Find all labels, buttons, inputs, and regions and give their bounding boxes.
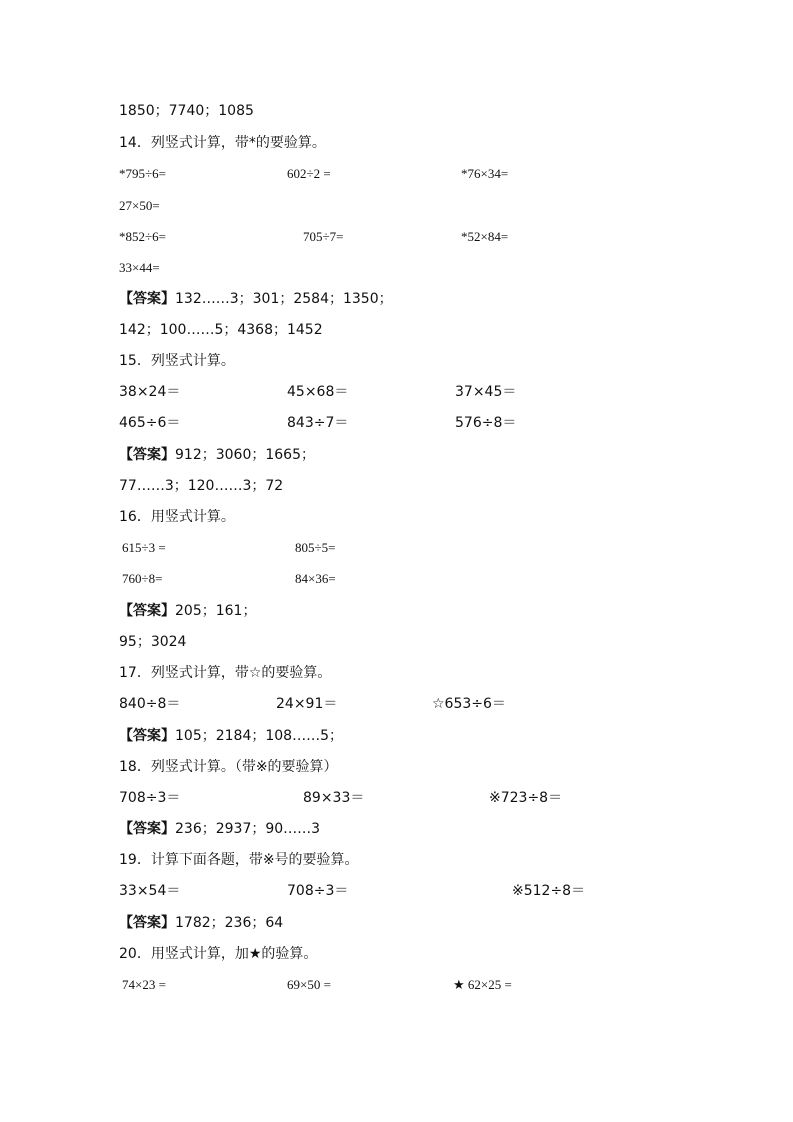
problem: 840÷8＝ — [119, 696, 181, 712]
previous-answer: 1850；7740；1085 — [119, 103, 254, 119]
question-16-answer-2: 95；3024 — [119, 634, 187, 650]
problem: ※723÷8＝ — [489, 790, 563, 806]
problem: 69×50 = — [287, 977, 331, 992]
question-15-answer-2: 77……3；120……3；72 — [119, 478, 284, 494]
problem: 33×44= — [119, 260, 160, 275]
answer-tag: 【答案】 — [119, 728, 175, 744]
question-16-answer-1 — [119, 600, 256, 622]
question-19-answer-1 — [119, 912, 283, 934]
answer-tag: 【答案】 — [119, 447, 175, 463]
question-15-title: 15．列竖式计算。 — [119, 353, 235, 369]
question-14-answer-1 — [119, 288, 393, 310]
question-14-answer-2: 142；100……5；4368；1452 — [119, 322, 323, 338]
problem: 576÷8＝ — [455, 415, 517, 431]
problem: ※512÷8＝ — [512, 883, 586, 899]
problem: 37×45＝ — [455, 384, 517, 400]
problem: 74×23 = — [122, 977, 166, 992]
question-17-title: 17．列竖式计算，带☆的要验算。 — [119, 665, 332, 681]
problem: *76×34= — [461, 166, 509, 181]
problem: 602÷2 = — [287, 166, 331, 181]
problem: 465÷6＝ — [119, 415, 181, 431]
question-20-title: 20．用竖式计算，加★的验算。 — [119, 946, 318, 962]
problem: *52×84= — [461, 229, 509, 244]
answer-text: 205；161； — [175, 603, 257, 619]
problem: 843÷7＝ — [287, 415, 349, 431]
problem: 705÷7= — [303, 229, 344, 244]
answer-text: 105；2184；108……5； — [175, 728, 343, 744]
answer-text: 132……3；301；2584；1350； — [175, 291, 393, 307]
problem: 24×91＝ — [276, 696, 338, 712]
question-16-title: 16．用竖式计算。 — [119, 509, 235, 525]
answer-tag: 【答案】 — [119, 821, 175, 837]
question-18-title: 18．列竖式计算。（带※的要验算） — [119, 759, 338, 775]
question-19-title: 19．计算下面各题，带※号的要验算。 — [119, 852, 359, 868]
problem: 708÷3＝ — [287, 883, 349, 899]
problem: 33×54＝ — [119, 883, 181, 899]
problem: 615÷3 = — [122, 540, 166, 555]
answer-text: 912；3060；1665； — [175, 447, 315, 463]
problem: 38×24＝ — [119, 384, 181, 400]
problem: 805÷5= — [295, 540, 336, 555]
problem: 27×50= — [119, 198, 160, 213]
problem: 708÷3＝ — [119, 790, 181, 806]
problem: 760÷8= — [122, 571, 163, 586]
answer-tag: 【答案】 — [119, 291, 175, 307]
question-14-title: 14．列竖式计算，带*的要验算。 — [119, 135, 326, 151]
problem: *795÷6= — [119, 166, 166, 181]
answer-tag: 【答案】 — [119, 915, 175, 931]
answer-tag: 【答案】 — [119, 603, 175, 619]
answer-text: 1782；236；64 — [175, 915, 284, 931]
problem: 45×68＝ — [287, 384, 349, 400]
answer-text: 236；2937；90……3 — [175, 821, 321, 837]
problem: 89×33＝ — [303, 790, 365, 806]
question-15-answer-1 — [119, 444, 315, 466]
problem: ★ 62×25 = — [453, 977, 512, 992]
problem: ☆653÷6＝ — [432, 696, 506, 712]
question-18-answer-1 — [119, 818, 320, 840]
problem: 84×36= — [295, 571, 336, 586]
question-17-answer-1 — [119, 725, 343, 747]
problem: *852÷6= — [119, 229, 166, 244]
